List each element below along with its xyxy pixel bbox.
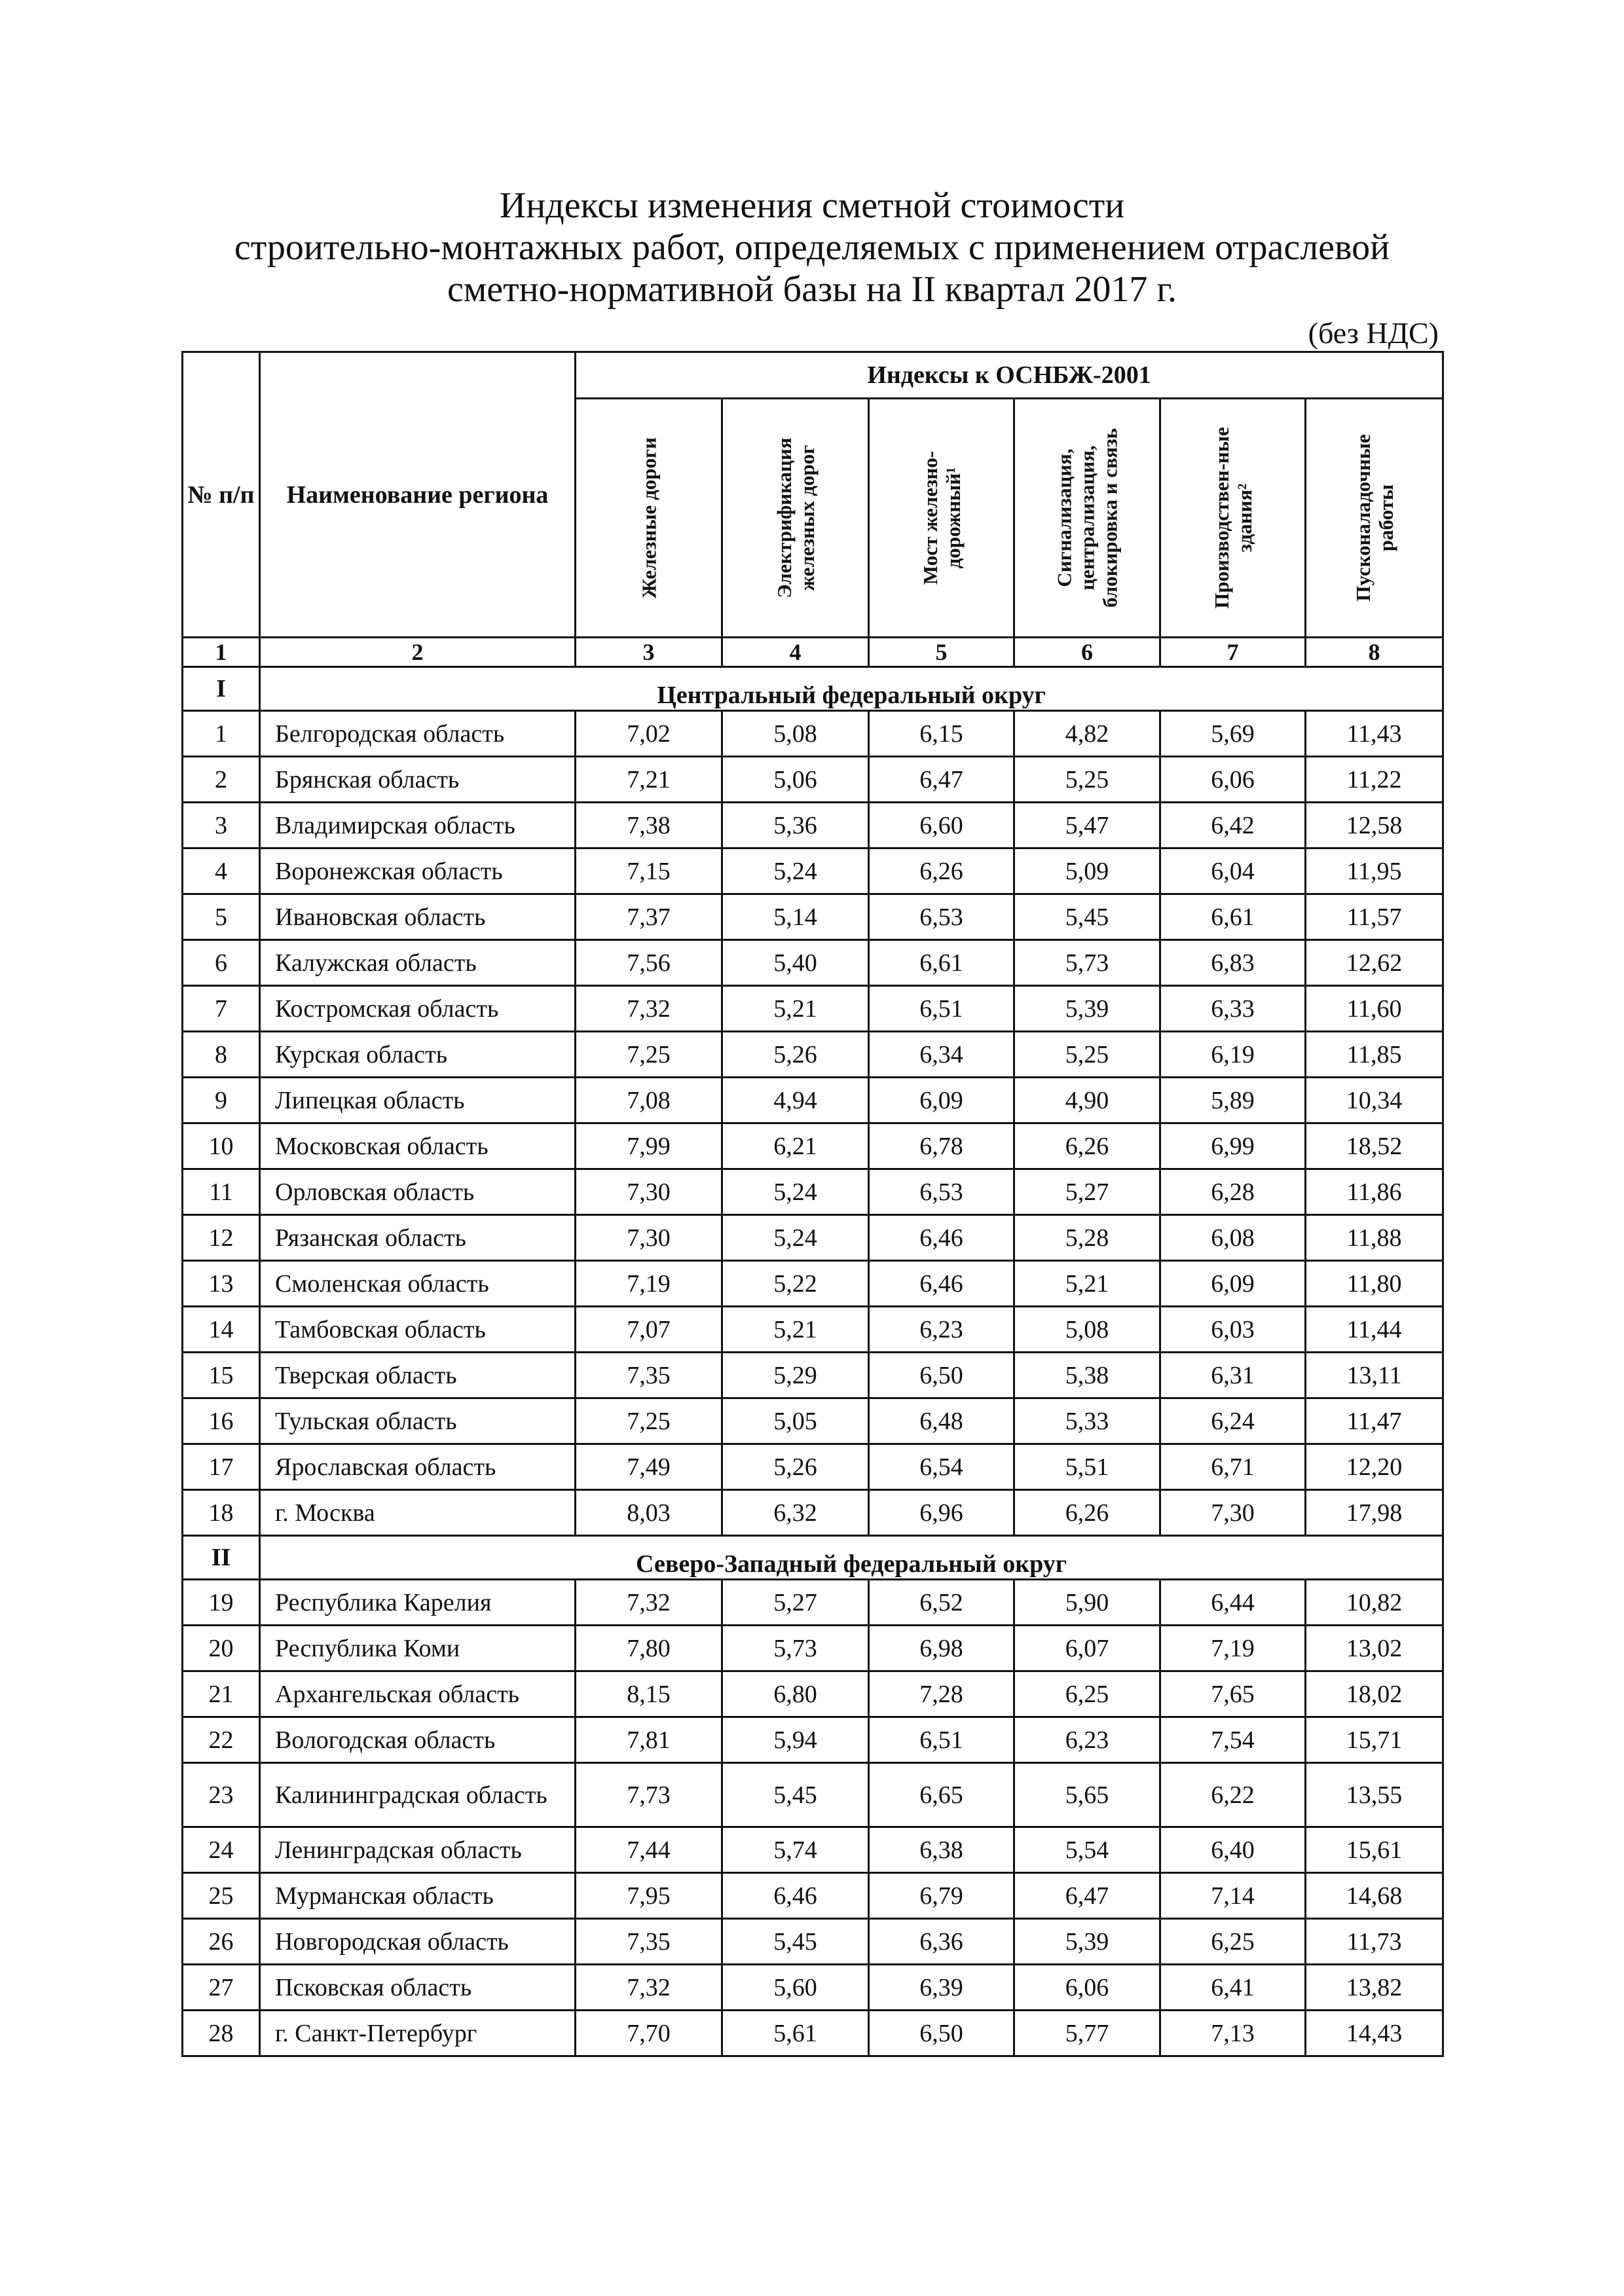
index-value-4: 5,25 — [1014, 1032, 1160, 1078]
index-value-2: 5,27 — [722, 1580, 869, 1626]
index-value-4: 5,77 — [1014, 2011, 1160, 2056]
region-name: Архангельская область — [260, 1671, 576, 1717]
index-value-1: 7,07 — [576, 1307, 722, 1353]
table-row — [183, 1626, 1443, 1671]
index-value-5: 6,44 — [1160, 1580, 1306, 1626]
header-region: Наименование региона — [260, 352, 576, 638]
index-value-4: 5,27 — [1014, 1169, 1160, 1215]
row-number: 19 — [183, 1580, 260, 1626]
index-value-5: 6,41 — [1160, 1965, 1306, 2011]
row-number: 10 — [183, 1123, 260, 1169]
index-value-5: 7,30 — [1160, 1490, 1306, 1536]
row-number: 27 — [183, 1965, 260, 2011]
section-row — [183, 1536, 1443, 1580]
index-value-4: 6,25 — [1014, 1671, 1160, 1717]
index-value-1: 7,21 — [576, 757, 722, 803]
index-value-6: 13,82 — [1306, 1965, 1443, 2011]
index-value-5: 7,14 — [1160, 1873, 1306, 1919]
row-number: 1 — [183, 711, 260, 757]
index-value-2: 5,60 — [722, 1965, 869, 2011]
region-name: Тверская область — [260, 1353, 576, 1398]
index-value-1: 7,08 — [576, 1078, 722, 1123]
vat-note: (без НДС) — [1308, 316, 1439, 350]
index-value-3: 6,48 — [869, 1398, 1014, 1444]
region-name: Ярославская область — [260, 1444, 576, 1490]
table-row — [183, 803, 1443, 848]
index-value-2: 5,74 — [722, 1827, 869, 1873]
table-row — [183, 1580, 1443, 1626]
table-row — [183, 1827, 1443, 1873]
index-value-6: 11,44 — [1306, 1307, 1443, 1353]
index-value-5: 6,22 — [1160, 1763, 1306, 1827]
table-row — [183, 1215, 1443, 1261]
index-value-4: 5,08 — [1014, 1307, 1160, 1353]
index-value-5: 6,08 — [1160, 1215, 1306, 1261]
column-header-label: Мост железно-дорожный¹ — [918, 450, 965, 585]
row-number: 4 — [183, 848, 260, 894]
index-value-2: 5,73 — [722, 1626, 869, 1671]
index-value-1: 7,30 — [576, 1215, 722, 1261]
region-name: Республика Коми — [260, 1626, 576, 1671]
row-number: 23 — [183, 1763, 260, 1827]
row-number: 15 — [183, 1353, 260, 1398]
index-value-4: 5,51 — [1014, 1444, 1160, 1490]
index-value-2: 5,40 — [722, 940, 869, 986]
index-value-1: 7,95 — [576, 1873, 722, 1919]
index-value-2: 6,21 — [722, 1123, 869, 1169]
index-value-2: 5,24 — [722, 1169, 869, 1215]
row-number: 3 — [183, 803, 260, 848]
region-name: Курская область — [260, 1032, 576, 1078]
index-value-1: 7,15 — [576, 848, 722, 894]
row-number: 28 — [183, 2011, 260, 2056]
index-value-1: 7,70 — [576, 2011, 722, 2056]
table-row — [183, 1353, 1443, 1398]
index-value-3: 6,50 — [869, 2011, 1014, 2056]
region-name: г. Москва — [260, 1490, 576, 1536]
row-number: 20 — [183, 1626, 260, 1671]
table-row — [183, 986, 1443, 1032]
index-value-5: 6,25 — [1160, 1919, 1306, 1965]
column-number: 6 — [1014, 638, 1160, 667]
index-value-1: 8,03 — [576, 1490, 722, 1536]
column-number: 1 — [183, 638, 260, 667]
section-number: II — [183, 1536, 260, 1580]
column-header-5 — [1160, 399, 1306, 638]
table-row — [183, 757, 1443, 803]
index-value-2: 5,14 — [722, 894, 869, 940]
region-name: Тульская область — [260, 1398, 576, 1444]
index-value-5: 6,06 — [1160, 757, 1306, 803]
index-value-4: 5,33 — [1014, 1398, 1160, 1444]
index-value-6: 15,61 — [1306, 1827, 1443, 1873]
index-value-6: 15,71 — [1306, 1717, 1443, 1763]
index-value-4: 5,09 — [1014, 848, 1160, 894]
index-value-1: 7,38 — [576, 803, 722, 848]
index-value-3: 6,26 — [869, 848, 1014, 894]
index-value-1: 7,30 — [576, 1169, 722, 1215]
index-value-4: 5,54 — [1014, 1827, 1160, 1873]
index-value-4: 6,06 — [1014, 1965, 1160, 2011]
region-name: Костромская область — [260, 986, 576, 1032]
row-number: 25 — [183, 1873, 260, 1919]
index-value-4: 5,39 — [1014, 986, 1160, 1032]
index-value-1: 7,73 — [576, 1763, 722, 1827]
index-value-4: 5,73 — [1014, 940, 1160, 986]
index-value-3: 6,15 — [869, 711, 1014, 757]
index-value-1: 7,32 — [576, 986, 722, 1032]
column-header-label: Сигнализация, централизация, блокировка и связь — [1052, 428, 1122, 608]
table-row — [183, 1490, 1443, 1536]
index-value-2: 5,22 — [722, 1261, 869, 1307]
index-value-6: 13,11 — [1306, 1353, 1443, 1398]
index-value-6: 13,55 — [1306, 1763, 1443, 1827]
index-value-2: 5,08 — [722, 711, 869, 757]
row-number: 16 — [183, 1398, 260, 1444]
index-value-2: 5,21 — [722, 986, 869, 1032]
index-value-5: 7,19 — [1160, 1626, 1306, 1671]
index-value-1: 7,44 — [576, 1827, 722, 1873]
index-value-5: 7,65 — [1160, 1671, 1306, 1717]
table-row — [183, 848, 1443, 894]
index-value-1: 7,02 — [576, 711, 722, 757]
index-value-1: 7,32 — [576, 1965, 722, 2011]
index-value-2: 5,94 — [722, 1717, 869, 1763]
index-value-2: 5,29 — [722, 1353, 869, 1398]
index-value-2: 5,61 — [722, 2011, 869, 2056]
index-value-2: 5,26 — [722, 1444, 869, 1490]
index-value-3: 6,98 — [869, 1626, 1014, 1671]
index-value-1: 7,35 — [576, 1353, 722, 1398]
index-value-6: 11,95 — [1306, 848, 1443, 894]
index-value-2: 5,05 — [722, 1398, 869, 1444]
index-value-4: 5,90 — [1014, 1580, 1160, 1626]
index-value-6: 11,80 — [1306, 1261, 1443, 1307]
index-value-3: 6,54 — [869, 1444, 1014, 1490]
table-row — [183, 1078, 1443, 1123]
index-value-6: 11,47 — [1306, 1398, 1443, 1444]
section-title: Северо-Западный федеральный округ — [260, 1536, 1443, 1580]
index-value-6: 14,43 — [1306, 2011, 1443, 2056]
index-value-6: 18,02 — [1306, 1671, 1443, 1717]
region-name: Владимирская область — [260, 803, 576, 848]
index-value-3: 6,50 — [869, 1353, 1014, 1398]
region-name: Республика Карелия — [260, 1580, 576, 1626]
region-name: Калининградская область — [260, 1763, 576, 1827]
index-value-5: 6,99 — [1160, 1123, 1306, 1169]
index-value-4: 5,45 — [1014, 894, 1160, 940]
index-value-5: 5,89 — [1160, 1078, 1306, 1123]
table-row — [183, 894, 1443, 940]
column-header-1 — [576, 399, 722, 638]
index-value-6: 18,52 — [1306, 1123, 1443, 1169]
header-group: Индексы к ОСНБЖ-2001 — [576, 352, 1443, 399]
table-row — [183, 1032, 1443, 1078]
index-value-6: 11,57 — [1306, 894, 1443, 940]
row-number: 12 — [183, 1215, 260, 1261]
index-value-4: 5,21 — [1014, 1261, 1160, 1307]
region-name: Ленинградская область — [260, 1827, 576, 1873]
row-number: 11 — [183, 1169, 260, 1215]
index-table — [181, 351, 1444, 2057]
index-value-3: 6,46 — [869, 1215, 1014, 1261]
index-value-3: 6,38 — [869, 1827, 1014, 1873]
index-value-2: 5,45 — [722, 1919, 869, 1965]
row-number: 24 — [183, 1827, 260, 1873]
index-value-1: 7,49 — [576, 1444, 722, 1490]
index-value-4: 5,65 — [1014, 1763, 1160, 1827]
region-name: Псковская область — [260, 1965, 576, 2011]
table-row — [183, 1398, 1443, 1444]
index-value-6: 12,62 — [1306, 940, 1443, 986]
column-header-3 — [869, 399, 1014, 638]
region-name: Липецкая область — [260, 1078, 576, 1123]
index-value-3: 6,65 — [869, 1763, 1014, 1827]
index-value-5: 6,19 — [1160, 1032, 1306, 1078]
row-number: 13 — [183, 1261, 260, 1307]
document-title — [0, 185, 1624, 310]
index-value-4: 5,25 — [1014, 757, 1160, 803]
region-name: Брянская область — [260, 757, 576, 803]
index-value-1: 7,25 — [576, 1398, 722, 1444]
column-number: 8 — [1306, 638, 1443, 667]
region-name: Орловская область — [260, 1169, 576, 1215]
index-value-5: 6,61 — [1160, 894, 1306, 940]
index-value-2: 5,24 — [722, 848, 869, 894]
table-row — [183, 1763, 1443, 1827]
index-value-1: 7,32 — [576, 1580, 722, 1626]
index-value-6: 11,60 — [1306, 986, 1443, 1032]
index-value-3: 6,46 — [869, 1261, 1014, 1307]
region-name: Вологодская область — [260, 1717, 576, 1763]
index-value-4: 6,47 — [1014, 1873, 1160, 1919]
region-name: Калужская область — [260, 940, 576, 986]
index-value-2: 5,06 — [722, 757, 869, 803]
table-row — [183, 940, 1443, 986]
index-value-3: 6,79 — [869, 1873, 1014, 1919]
index-value-3: 6,36 — [869, 1919, 1014, 1965]
table-row — [183, 1873, 1443, 1919]
index-value-5: 6,40 — [1160, 1827, 1306, 1873]
column-number: 2 — [260, 638, 576, 667]
region-name: Рязанская область — [260, 1215, 576, 1261]
row-number: 9 — [183, 1078, 260, 1123]
index-value-6: 12,20 — [1306, 1444, 1443, 1490]
region-name: Воронежская область — [260, 848, 576, 894]
index-value-6: 11,88 — [1306, 1215, 1443, 1261]
index-value-5: 6,03 — [1160, 1307, 1306, 1353]
index-value-6: 10,34 — [1306, 1078, 1443, 1123]
index-value-4: 5,38 — [1014, 1353, 1160, 1398]
table-row — [183, 1169, 1443, 1215]
title-line-2: строительно-монтажных работ, определяемых с применением отраслевой — [234, 227, 1390, 268]
index-value-3: 6,53 — [869, 1169, 1014, 1215]
index-value-2: 5,26 — [722, 1032, 869, 1078]
index-value-2: 5,45 — [722, 1763, 869, 1827]
section-row — [183, 667, 1443, 711]
index-value-1: 7,81 — [576, 1717, 722, 1763]
index-value-3: 6,23 — [869, 1307, 1014, 1353]
index-value-1: 7,80 — [576, 1626, 722, 1671]
index-value-4: 5,28 — [1014, 1215, 1160, 1261]
index-value-4: 4,82 — [1014, 711, 1160, 757]
column-number: 4 — [722, 638, 869, 667]
column-number: 5 — [869, 638, 1014, 667]
index-value-6: 10,82 — [1306, 1580, 1443, 1626]
table-row — [183, 1123, 1443, 1169]
index-value-3: 6,39 — [869, 1965, 1014, 2011]
row-number: 7 — [183, 986, 260, 1032]
row-number: 14 — [183, 1307, 260, 1353]
index-value-5: 6,42 — [1160, 803, 1306, 848]
index-value-5: 7,54 — [1160, 1717, 1306, 1763]
index-value-3: 6,78 — [869, 1123, 1014, 1169]
index-value-1: 8,15 — [576, 1671, 722, 1717]
index-value-4: 5,47 — [1014, 803, 1160, 848]
index-value-4: 4,90 — [1014, 1078, 1160, 1123]
row-number: 2 — [183, 757, 260, 803]
index-value-5: 6,83 — [1160, 940, 1306, 986]
index-value-3: 6,52 — [869, 1580, 1014, 1626]
section-title: Центральный федеральный округ — [260, 667, 1443, 711]
index-value-4: 5,39 — [1014, 1919, 1160, 1965]
index-value-1: 7,25 — [576, 1032, 722, 1078]
index-value-3: 6,51 — [869, 986, 1014, 1032]
table-row — [183, 1717, 1443, 1763]
index-value-5: 6,31 — [1160, 1353, 1306, 1398]
index-value-3: 6,61 — [869, 940, 1014, 986]
index-value-4: 6,26 — [1014, 1490, 1160, 1536]
index-value-5: 6,28 — [1160, 1169, 1306, 1215]
index-value-2: 6,32 — [722, 1490, 869, 1536]
index-value-3: 6,96 — [869, 1490, 1014, 1536]
row-number: 21 — [183, 1671, 260, 1717]
index-value-2: 6,46 — [722, 1873, 869, 1919]
table-row — [183, 1965, 1443, 2011]
index-value-3: 6,60 — [869, 803, 1014, 848]
row-number: 22 — [183, 1717, 260, 1763]
index-value-3: 6,34 — [869, 1032, 1014, 1078]
index-value-2: 5,36 — [722, 803, 869, 848]
column-number: 7 — [1160, 638, 1306, 667]
index-value-5: 6,71 — [1160, 1444, 1306, 1490]
index-value-5: 6,24 — [1160, 1398, 1306, 1444]
index-value-5: 6,09 — [1160, 1261, 1306, 1307]
header-no: № п/п — [183, 352, 260, 638]
column-header-6 — [1306, 399, 1443, 638]
index-value-2: 4,94 — [722, 1078, 869, 1123]
row-number: 26 — [183, 1919, 260, 1965]
index-value-3: 7,28 — [869, 1671, 1014, 1717]
row-number: 5 — [183, 894, 260, 940]
table-row — [183, 2011, 1443, 2056]
index-value-6: 11,43 — [1306, 711, 1443, 757]
index-value-5: 5,69 — [1160, 711, 1306, 757]
section-number: I — [183, 667, 260, 711]
table-row — [183, 1671, 1443, 1717]
index-value-2: 5,21 — [722, 1307, 869, 1353]
index-value-2: 6,80 — [722, 1671, 869, 1717]
index-value-6: 12,58 — [1306, 803, 1443, 848]
region-name: Московская область — [260, 1123, 576, 1169]
index-value-4: 6,26 — [1014, 1123, 1160, 1169]
index-value-6: 11,22 — [1306, 757, 1443, 803]
title-line-3: сметно-нормативной базы на II квартал 2017 г. — [447, 269, 1177, 310]
table-row — [183, 1919, 1443, 1965]
region-name: Белгородская область — [260, 711, 576, 757]
region-name: Смоленская область — [260, 1261, 576, 1307]
column-number: 3 — [576, 638, 722, 667]
region-name: Тамбовская область — [260, 1307, 576, 1353]
region-name: Ивановская область — [260, 894, 576, 940]
column-header-label: Железные дороги — [637, 437, 660, 598]
title-line-1: Индексы изменения сметной стоимости — [499, 185, 1125, 226]
index-value-3: 6,47 — [869, 757, 1014, 803]
index-value-1: 7,99 — [576, 1123, 722, 1169]
index-value-5: 6,04 — [1160, 848, 1306, 894]
index-value-3: 6,51 — [869, 1717, 1014, 1763]
index-value-6: 13,02 — [1306, 1626, 1443, 1671]
row-number: 18 — [183, 1490, 260, 1536]
region-name: Новгородская область — [260, 1919, 576, 1965]
table-row — [183, 711, 1443, 757]
table-row — [183, 1444, 1443, 1490]
column-header-4 — [1014, 399, 1160, 638]
index-value-4: 6,23 — [1014, 1717, 1160, 1763]
index-value-1: 7,19 — [576, 1261, 722, 1307]
column-header-2 — [722, 399, 869, 638]
region-name: г. Санкт-Петербург — [260, 2011, 576, 2056]
index-value-5: 7,13 — [1160, 2011, 1306, 2056]
row-number: 8 — [183, 1032, 260, 1078]
column-header-label: Производствен-ные здания² — [1209, 427, 1256, 609]
index-value-1: 7,35 — [576, 1919, 722, 1965]
column-header-label: Пусконаладочные работы — [1351, 434, 1397, 602]
index-value-6: 11,85 — [1306, 1032, 1443, 1078]
index-value-1: 7,37 — [576, 894, 722, 940]
row-number: 17 — [183, 1444, 260, 1490]
index-value-5: 6,33 — [1160, 986, 1306, 1032]
index-value-3: 6,09 — [869, 1078, 1014, 1123]
index-value-4: 6,07 — [1014, 1626, 1160, 1671]
row-number: 6 — [183, 940, 260, 986]
index-value-3: 6,53 — [869, 894, 1014, 940]
index-value-6: 14,68 — [1306, 1873, 1443, 1919]
index-value-6: 17,98 — [1306, 1490, 1443, 1536]
index-value-1: 7,56 — [576, 940, 722, 986]
region-name: Мурманская область — [260, 1873, 576, 1919]
index-value-6: 11,86 — [1306, 1169, 1443, 1215]
index-value-6: 11,73 — [1306, 1919, 1443, 1965]
table-row — [183, 1261, 1443, 1307]
column-header-label: Электрификация железных дорог — [772, 437, 819, 598]
index-value-2: 5,24 — [722, 1215, 869, 1261]
table-row — [183, 1307, 1443, 1353]
